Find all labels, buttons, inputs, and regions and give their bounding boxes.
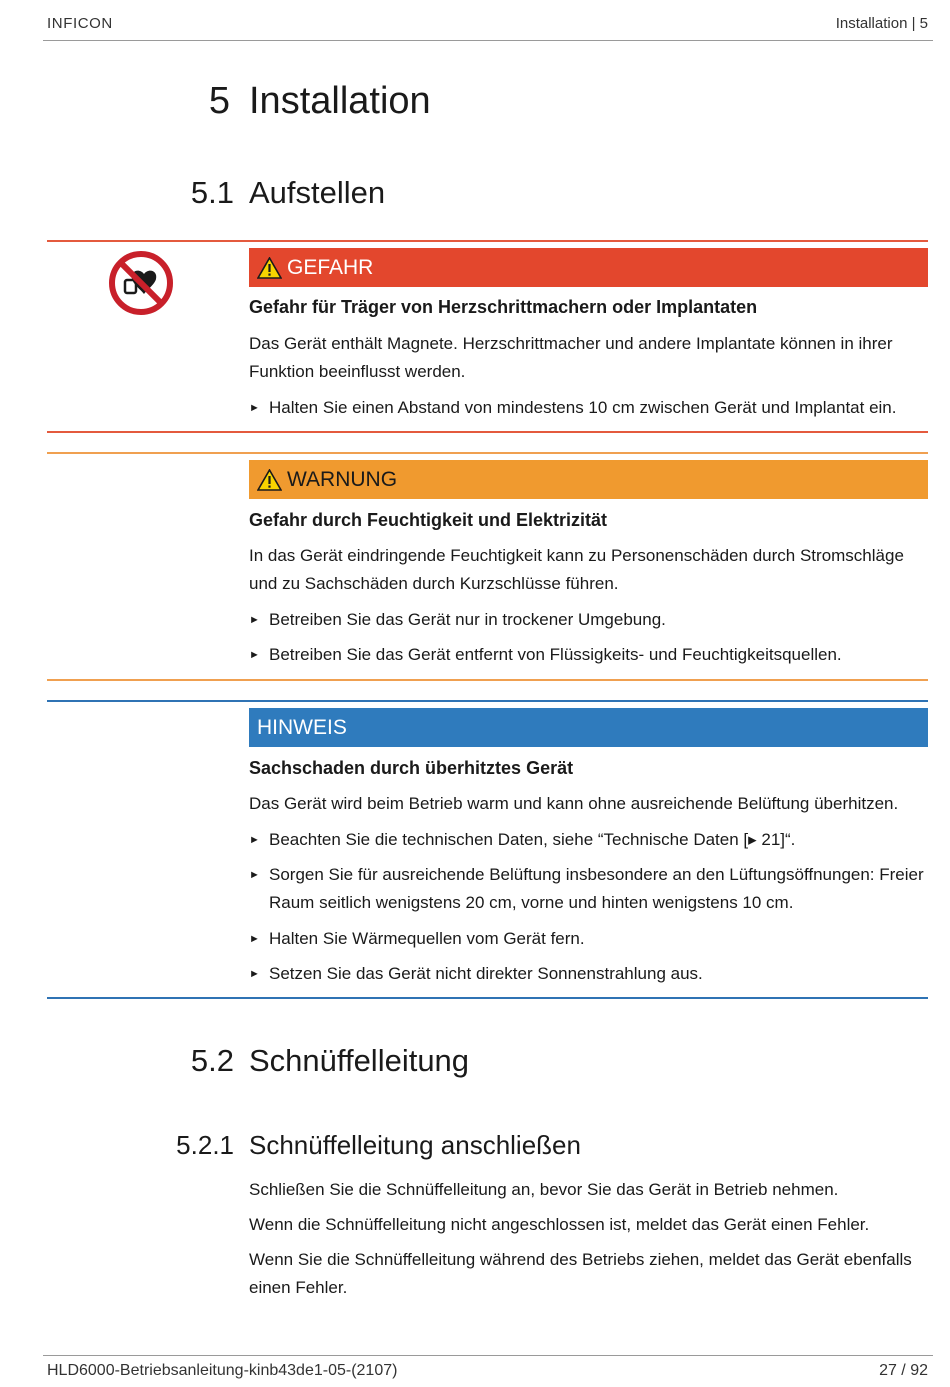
subsection-number: 5.2.1 — [176, 1130, 234, 1160]
warning-bottom-rule — [47, 679, 928, 681]
notice-label: HINWEIS — [257, 715, 347, 739]
header-section: Installation | 5 — [835, 15, 928, 32]
bullet-marker-icon: ► — [249, 649, 260, 661]
body-paragraph: Wenn die Schnüffelleitung nicht angeschlossen ist, meldet das Gerät einen Fehler. — [249, 1215, 870, 1234]
notice-bullet-text: Sorgen Sie für ausreichende Belüftung insbesondere an den Lüftungsöffnungen: Freier Raum seitlich wenigstens 20 cm, vorne und hinten wenigstens 10 cm. — [269, 865, 924, 912]
bullet-marker-icon: ► — [249, 968, 260, 980]
danger-bullet-text: Halten Sie einen Abstand von mindestens 10 cm zwischen Gerät und Implantat ein. — [269, 398, 897, 417]
notice-bullet — [249, 925, 929, 953]
footer-page-number: 27 / 92 — [879, 1362, 928, 1379]
warning-triangle-icon — [257, 257, 282, 279]
warning-heading: Gefahr durch Feuchtigkeit und Elektrizität — [249, 510, 608, 530]
bullet-marker-icon: ► — [249, 834, 260, 846]
warning-top-rule — [47, 452, 928, 454]
danger-label: GEFAHR — [287, 255, 374, 279]
footer-divider — [43, 1355, 933, 1356]
notice-banner — [249, 708, 928, 747]
danger-banner — [249, 248, 928, 287]
bullet-marker-icon: ► — [249, 402, 260, 414]
warning-text: In das Gerät eindringende Feuchtigkeit kann zu Personenschäden durch Stromschläge und zu Sachschäden durch Kurzschlüsse führen. — [249, 546, 904, 593]
section-number: 5.2 — [190, 1043, 234, 1078]
section-title: Aufstellen — [249, 175, 386, 210]
danger-bullet — [249, 394, 929, 422]
notice-bullet-text: Setzen Sie das Gerät nicht direkter Sonnenstrahlung aus. — [269, 964, 703, 983]
body-paragraph: Wenn Sie die Schnüffelleitung während des Betriebs ziehen, meldet das Gerät ebenfalls einen Fehler. — [249, 1250, 912, 1297]
warning-banner — [249, 460, 928, 499]
notice-heading: Sachschaden durch überhitztes Gerät — [249, 758, 574, 778]
warning-bullet-text: Betreiben Sie das Gerät entfernt von Flüssigkeits- und Feuchtigkeitsquellen. — [269, 645, 842, 664]
header-brand: INFICON — [47, 15, 113, 32]
warning-bullet — [249, 641, 929, 669]
danger-text: Das Gerät enthält Magnete. Herzschrittmacher und andere Implantate können in ihrer Funktion beeinflusst werden. — [249, 334, 893, 381]
footer-doc-id: HLD6000-Betriebsanleitung-kinb43de1-05-(2107) — [47, 1362, 398, 1379]
danger-heading: Gefahr für Träger von Herzschrittmachern oder Implantaten — [249, 297, 758, 317]
bullet-marker-icon: ► — [249, 614, 260, 626]
warning-bullet-text: Betreiben Sie das Gerät nur in trockener Umgebung. — [269, 610, 666, 629]
body-paragraph: Schließen Sie die Schnüffelleitung an, bevor Sie das Gerät in Betrieb nehmen. — [249, 1180, 839, 1199]
notice-bullet — [249, 960, 929, 988]
chapter-number: 5 — [208, 80, 230, 122]
warning-label: WARNUNG — [287, 467, 398, 491]
notice-top-rule — [47, 700, 928, 702]
header-divider — [43, 40, 933, 41]
notice-bullet — [249, 826, 929, 854]
subsection-title: Schnüffelleitung anschließen — [249, 1130, 581, 1160]
notice-bullet-text: Halten Sie Wärmequellen vom Gerät fern. — [269, 929, 585, 948]
no-pacemaker-icon — [108, 250, 174, 316]
chapter-title: Installation — [249, 80, 431, 122]
danger-bottom-rule — [47, 431, 928, 433]
section-title: Schnüffelleitung — [249, 1043, 470, 1078]
bullet-marker-icon: ► — [249, 933, 260, 945]
danger-top-rule — [47, 240, 928, 242]
bullet-marker-icon: ► — [249, 869, 260, 881]
section-number: 5.1 — [190, 175, 234, 210]
warning-bullet — [249, 606, 929, 634]
notice-bullet-text: Beachten Sie die technischen Daten, siehe “Technische Daten [▸ 21]“. — [269, 830, 796, 849]
notice-bottom-rule — [47, 997, 928, 999]
notice-text: Das Gerät wird beim Betrieb warm und kann ohne ausreichende Belüftung überhitzen. — [249, 794, 899, 813]
warning-triangle-icon — [257, 469, 282, 491]
notice-bullet — [249, 861, 929, 917]
